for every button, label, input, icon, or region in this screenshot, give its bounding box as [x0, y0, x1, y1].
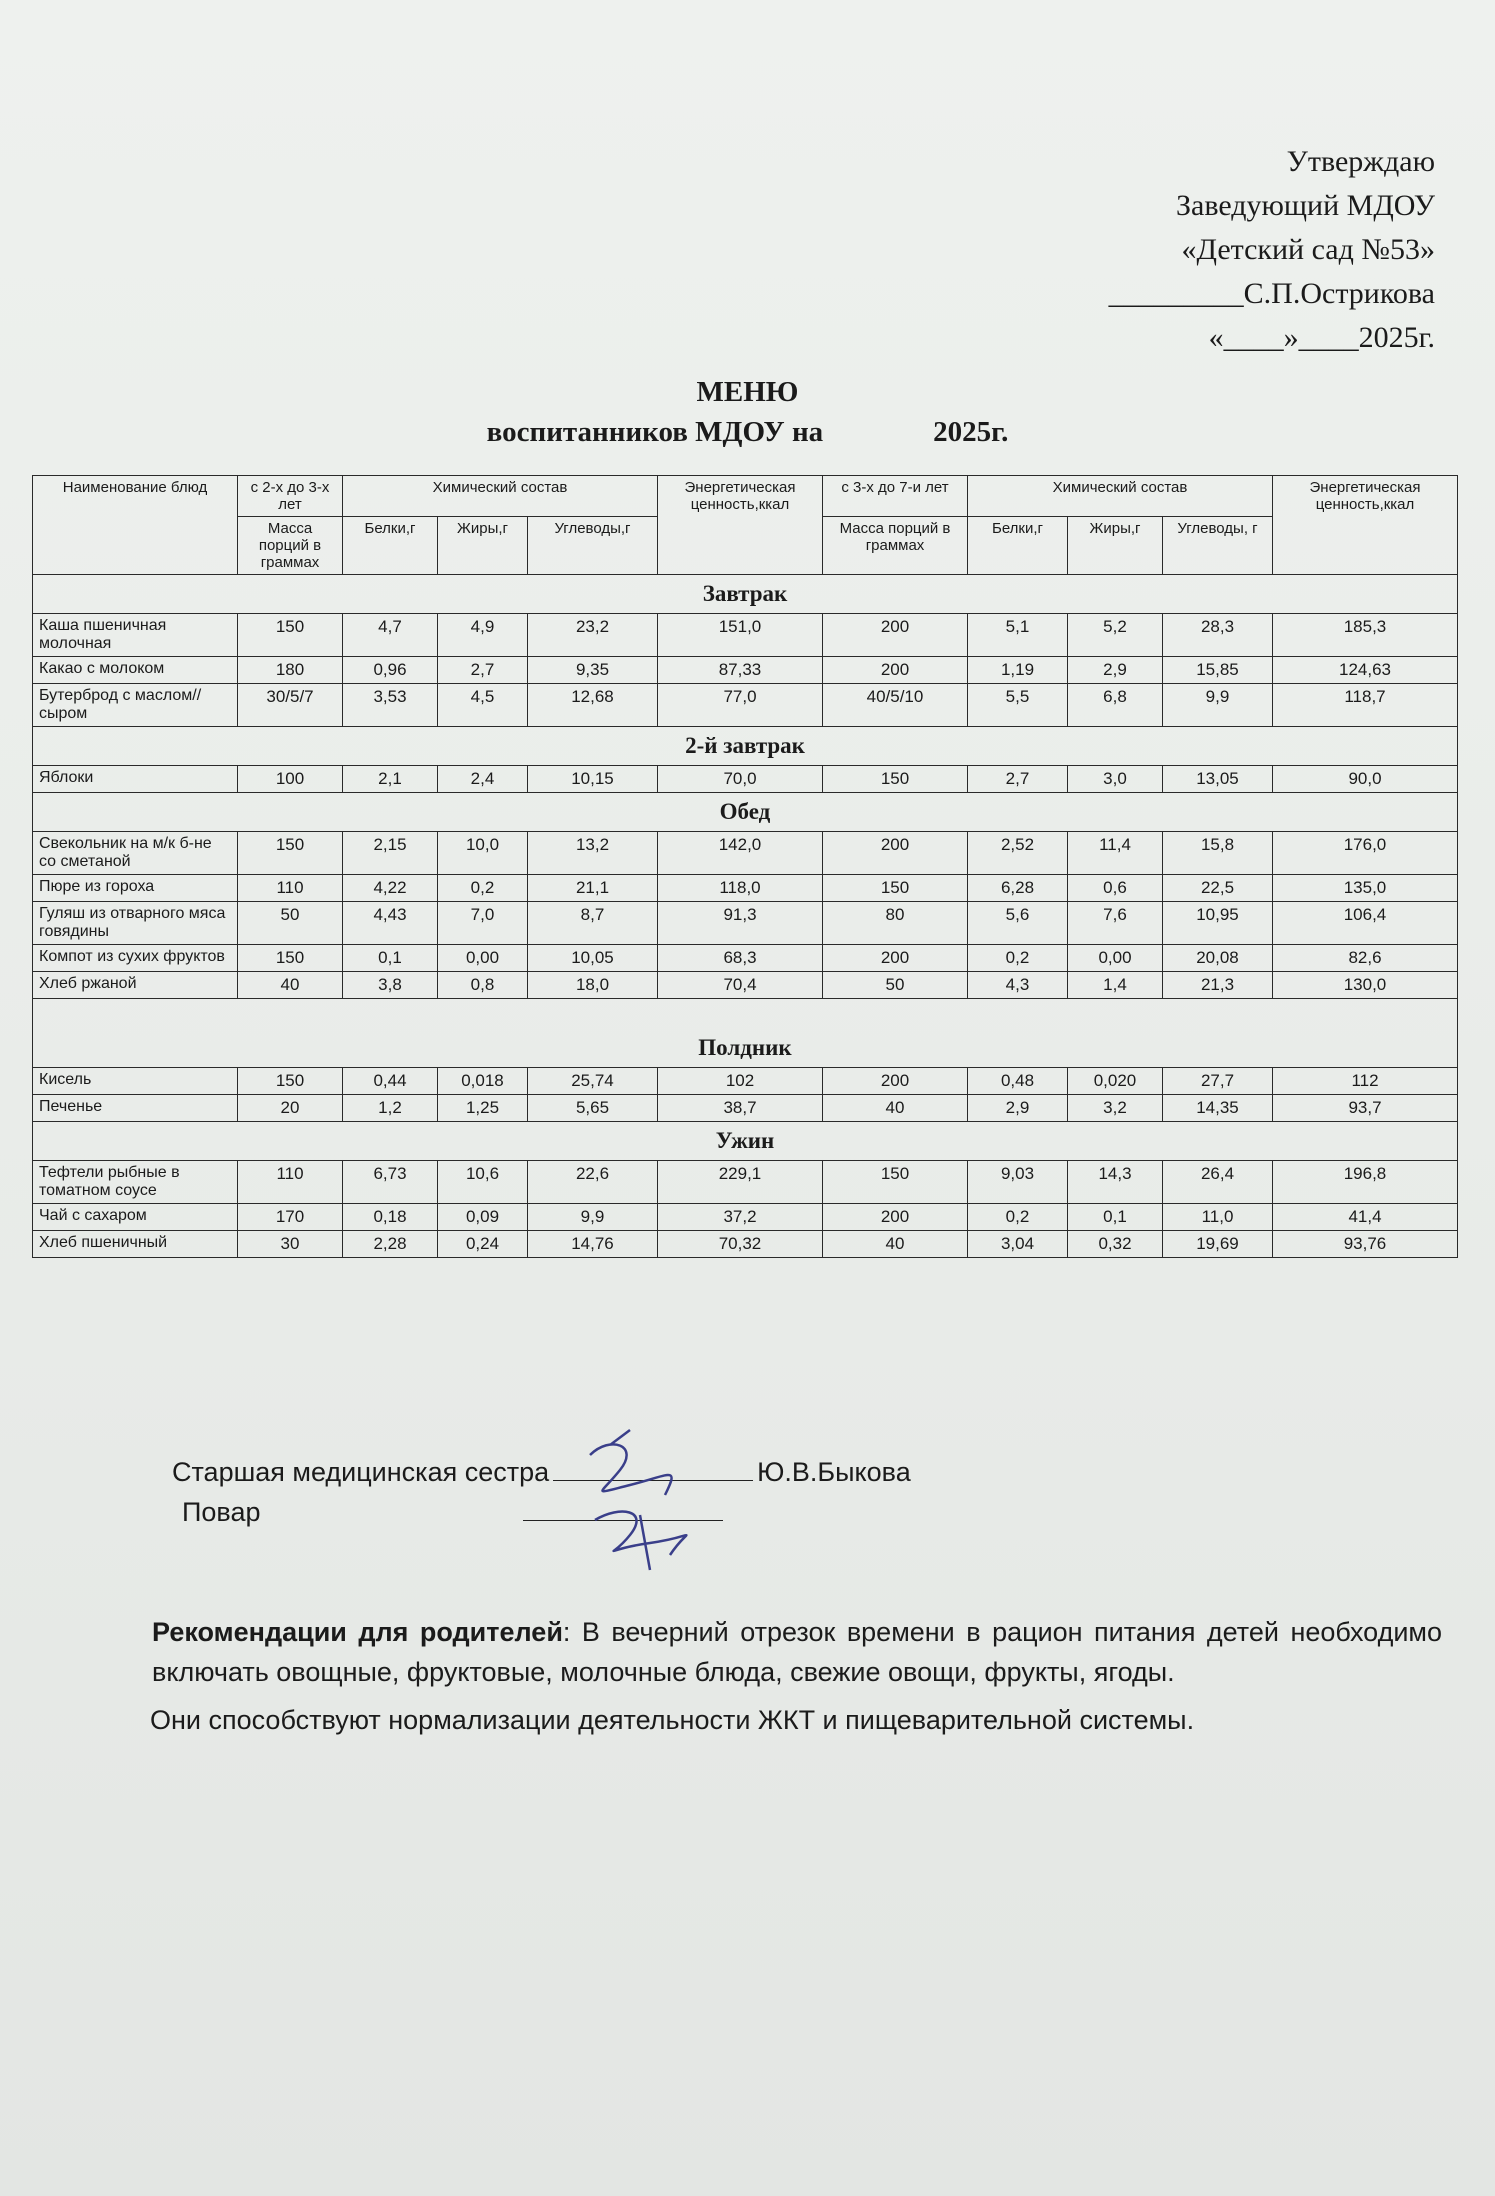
- table-row: [33, 1068, 1458, 1095]
- table-cell: 142,0: [658, 832, 823, 875]
- table-cell: 0,32: [1068, 1231, 1163, 1258]
- header-chem-1: Химический состав: [343, 476, 658, 517]
- table-cell: 5,1: [968, 614, 1068, 657]
- header-fat-2: Жиры,г: [1068, 517, 1163, 575]
- table-cell: 5,5: [968, 684, 1068, 727]
- dish-name: Пюре из гороха: [33, 875, 238, 902]
- cook-label: Повар: [182, 1497, 261, 1527]
- table-row: [33, 766, 1458, 793]
- table-cell: 9,9: [1163, 684, 1273, 727]
- table-cell: 22,5: [1163, 875, 1273, 902]
- table-cell: 40: [823, 1095, 968, 1122]
- dish-name: Яблоки: [33, 766, 238, 793]
- table-cell: 21,3: [1163, 972, 1273, 999]
- table-cell: 3,53: [343, 684, 438, 727]
- table-cell: 3,8: [343, 972, 438, 999]
- table-cell: 9,35: [528, 657, 658, 684]
- table-cell: 7,0: [438, 902, 528, 945]
- table-cell: 82,6: [1273, 945, 1458, 972]
- table-cell: 1,19: [968, 657, 1068, 684]
- table-cell: 4,3: [968, 972, 1068, 999]
- table-cell: 10,0: [438, 832, 528, 875]
- dish-name: Хлеб пшеничный: [33, 1231, 238, 1258]
- table-cell: 4,43: [343, 902, 438, 945]
- table-cell: 91,3: [658, 902, 823, 945]
- table-cell: 180: [238, 657, 343, 684]
- table-cell: 124,63: [1273, 657, 1458, 684]
- menu-body: [33, 575, 1458, 1258]
- dish-name: Хлеб ржаной: [33, 972, 238, 999]
- table-cell: 10,6: [438, 1161, 528, 1204]
- table-cell: 11,4: [1068, 832, 1163, 875]
- handwritten-signature: [570, 1425, 710, 1575]
- signatures-block: [172, 1452, 911, 1532]
- table-row: [33, 1161, 1458, 1204]
- dish-name: Тефтели рыбные в томатном соусе: [33, 1161, 238, 1204]
- table-cell: 20: [238, 1095, 343, 1122]
- table-cell: 150: [238, 832, 343, 875]
- table-cell: 0,96: [343, 657, 438, 684]
- header-mass-2: Масса порций в граммах: [823, 517, 968, 575]
- table-row: [33, 1231, 1458, 1258]
- table-cell: 20,08: [1163, 945, 1273, 972]
- section-row: [33, 999, 1458, 1068]
- table-cell: 37,2: [658, 1204, 823, 1231]
- table-cell: 80: [823, 902, 968, 945]
- table-row: [33, 972, 1458, 999]
- nurse-name: Ю.В.Быкова: [757, 1457, 911, 1487]
- table-cell: 8,7: [528, 902, 658, 945]
- table-cell: 40/5/10: [823, 684, 968, 727]
- table-cell: 106,4: [1273, 902, 1458, 945]
- table-cell: 2,1: [343, 766, 438, 793]
- table-cell: 102: [658, 1068, 823, 1095]
- table-cell: 150: [238, 614, 343, 657]
- header-energy-1: Энергетическая ценность,ккал: [658, 476, 823, 575]
- dish-name: Кисель: [33, 1068, 238, 1095]
- table-cell: 0,09: [438, 1204, 528, 1231]
- table-cell: 9,9: [528, 1204, 658, 1231]
- recommendation-paragraph-2: Они способствуют нормализации деятельности ЖКТ и пищеварительной системы.: [150, 1705, 1195, 1735]
- table-cell: 151,0: [658, 614, 823, 657]
- table-cell: 10,05: [528, 945, 658, 972]
- header-protein-2: Белки,г: [968, 517, 1068, 575]
- section-row: [33, 793, 1458, 832]
- table-cell: 41,4: [1273, 1204, 1458, 1231]
- menu-title: [0, 372, 1495, 452]
- table-cell: 150: [823, 1161, 968, 1204]
- table-cell: 229,1: [658, 1161, 823, 1204]
- table-row: [33, 684, 1458, 727]
- table-cell: 200: [823, 1204, 968, 1231]
- table-cell: 112: [1273, 1068, 1458, 1095]
- table-cell: 22,6: [528, 1161, 658, 1204]
- table-cell: 15,8: [1163, 832, 1273, 875]
- dish-name: Бутерброд с маслом//сыром: [33, 684, 238, 727]
- nurse-signature-row: [172, 1452, 911, 1492]
- table-cell: 3,04: [968, 1231, 1068, 1258]
- table-cell: 176,0: [1273, 832, 1458, 875]
- table-cell: 93,76: [1273, 1231, 1458, 1258]
- table-cell: 0,6: [1068, 875, 1163, 902]
- table-cell: 19,69: [1163, 1231, 1273, 1258]
- table-cell: 21,1: [528, 875, 658, 902]
- section-title: Завтрак: [33, 575, 1458, 614]
- table-row: [33, 614, 1458, 657]
- table-cell: 70,32: [658, 1231, 823, 1258]
- dish-name: Свекольник на м/к б-не со сметаной: [33, 832, 238, 875]
- header-age-2: с 3-х до 7-и лет: [823, 476, 968, 517]
- approval-line-3: «Детский сад №53»: [1181, 233, 1435, 266]
- table-cell: 30: [238, 1231, 343, 1258]
- menu-table: [32, 475, 1458, 1258]
- table-cell: 0,18: [343, 1204, 438, 1231]
- table-cell: 200: [823, 832, 968, 875]
- table-cell: 18,0: [528, 972, 658, 999]
- table-cell: 118,0: [658, 875, 823, 902]
- title-line-2b: 2025г.: [933, 416, 1009, 448]
- table-cell: 10,15: [528, 766, 658, 793]
- table-cell: 2,4: [438, 766, 528, 793]
- table-cell: 11,0: [1163, 1204, 1273, 1231]
- table-cell: 7,6: [1068, 902, 1163, 945]
- table-cell: 0,2: [968, 1204, 1068, 1231]
- section-title: Обед: [33, 793, 1458, 832]
- table-cell: 5,2: [1068, 614, 1163, 657]
- table-cell: 4,9: [438, 614, 528, 657]
- table-cell: 150: [823, 875, 968, 902]
- table-cell: 0,00: [1068, 945, 1163, 972]
- table-cell: 150: [238, 1068, 343, 1095]
- header-row-1: [33, 476, 1458, 517]
- dish-name: Компот из сухих фруктов: [33, 945, 238, 972]
- recommendation-heading: Рекомендации для родителей: [152, 1617, 563, 1647]
- title-line-2: [0, 412, 1495, 452]
- table-row: [33, 945, 1458, 972]
- section-title: Полдник: [33, 999, 1458, 1068]
- table-cell: 25,74: [528, 1068, 658, 1095]
- table-cell: 70,4: [658, 972, 823, 999]
- cook-signature-row: [172, 1492, 911, 1532]
- table-cell: 110: [238, 1161, 343, 1204]
- table-cell: 1,25: [438, 1095, 528, 1122]
- nurse-label: Старшая медицинская сестра: [172, 1457, 550, 1487]
- table-cell: 87,33: [658, 657, 823, 684]
- dish-name: Печенье: [33, 1095, 238, 1122]
- table-cell: 3,0: [1068, 766, 1163, 793]
- table-cell: 10,95: [1163, 902, 1273, 945]
- table-cell: 0,2: [968, 945, 1068, 972]
- table-cell: 6,8: [1068, 684, 1163, 727]
- table-cell: 13,05: [1163, 766, 1273, 793]
- table-cell: 77,0: [658, 684, 823, 727]
- table-cell: 28,3: [1163, 614, 1273, 657]
- table-cell: 2,28: [343, 1231, 438, 1258]
- table-cell: 14,35: [1163, 1095, 1273, 1122]
- table-cell: 93,7: [1273, 1095, 1458, 1122]
- table-cell: 15,85: [1163, 657, 1273, 684]
- table-cell: 2,9: [1068, 657, 1163, 684]
- table-cell: 150: [823, 766, 968, 793]
- dish-name: Чай с сахаром: [33, 1204, 238, 1231]
- table-cell: 9,03: [968, 1161, 1068, 1204]
- table-cell: 4,7: [343, 614, 438, 657]
- table-cell: 200: [823, 614, 968, 657]
- table-cell: 70,0: [658, 766, 823, 793]
- table-cell: 38,7: [658, 1095, 823, 1122]
- header-chem-2: Химический состав: [968, 476, 1273, 517]
- section-title: Ужин: [33, 1122, 1458, 1161]
- dish-name: Каша пшеничная молочная: [33, 614, 238, 657]
- table-cell: 130,0: [1273, 972, 1458, 999]
- table-cell: 110: [238, 875, 343, 902]
- table-cell: 6,73: [343, 1161, 438, 1204]
- table-cell: 196,8: [1273, 1161, 1458, 1204]
- table-row: [33, 875, 1458, 902]
- table-cell: 0,2: [438, 875, 528, 902]
- table-cell: 68,3: [658, 945, 823, 972]
- table-cell: 4,22: [343, 875, 438, 902]
- table-cell: 5,65: [528, 1095, 658, 1122]
- table-cell: 90,0: [1273, 766, 1458, 793]
- header-carb-2: Углеводы, г: [1163, 517, 1273, 575]
- table-cell: 3,2: [1068, 1095, 1163, 1122]
- table-cell: 13,2: [528, 832, 658, 875]
- table-cell: 135,0: [1273, 875, 1458, 902]
- header-energy-2: Энергетическая ценность,ккал: [1273, 476, 1458, 575]
- table-cell: 2,9: [968, 1095, 1068, 1122]
- table-cell: 170: [238, 1204, 343, 1231]
- table-cell: 14,3: [1068, 1161, 1163, 1204]
- table-cell: 185,3: [1273, 614, 1458, 657]
- header-carb-1: Углеводы,г: [528, 517, 658, 575]
- header-mass-1: Масса порций в граммах: [238, 517, 343, 575]
- table-cell: 118,7: [1273, 684, 1458, 727]
- recommendation-block: [152, 1612, 1442, 1740]
- table-cell: 0,48: [968, 1068, 1068, 1095]
- table-cell: 0,44: [343, 1068, 438, 1095]
- table-row: [33, 1204, 1458, 1231]
- table-cell: 2,15: [343, 832, 438, 875]
- approval-line-2: Заведующий МДОУ: [1176, 189, 1435, 222]
- approval-block: [1015, 140, 1435, 360]
- table-row: [33, 1095, 1458, 1122]
- table-row: [33, 832, 1458, 875]
- section-row: [33, 727, 1458, 766]
- table-cell: 200: [823, 945, 968, 972]
- header-protein-1: Белки,г: [343, 517, 438, 575]
- table-cell: 23,2: [528, 614, 658, 657]
- table-cell: 0,1: [1068, 1204, 1163, 1231]
- table-cell: 150: [238, 945, 343, 972]
- approval-line-5: «____»____2025г.: [1208, 321, 1435, 354]
- table-cell: 50: [823, 972, 968, 999]
- section-title: 2-й завтрак: [33, 727, 1458, 766]
- table-cell: 0,018: [438, 1068, 528, 1095]
- recommendation-text: : В вечерний отрезок времени в рацион питания детей необходимо включать овощные, фруктовые, молочные блюда, свежие овощи, фрукты, ягоды.: [152, 1617, 1442, 1687]
- dish-name: Какао с молоком: [33, 657, 238, 684]
- table-cell: 100: [238, 766, 343, 793]
- approval-line-1: Утверждаю: [1286, 145, 1435, 178]
- table-cell: 40: [823, 1231, 968, 1258]
- table-row: [33, 657, 1458, 684]
- table-cell: 40: [238, 972, 343, 999]
- section-row: [33, 575, 1458, 614]
- header-dish: Наименование блюд: [33, 476, 238, 575]
- dish-name: Гуляш из отварного мяса говядины: [33, 902, 238, 945]
- table-cell: 2,7: [968, 766, 1068, 793]
- section-row: [33, 1122, 1458, 1161]
- table-cell: 0,24: [438, 1231, 528, 1258]
- table-cell: 0,8: [438, 972, 528, 999]
- table-cell: 14,76: [528, 1231, 658, 1258]
- table-cell: 50: [238, 902, 343, 945]
- table-cell: 200: [823, 657, 968, 684]
- approval-line-4: _________С.П.Острикова: [1108, 277, 1435, 310]
- table-cell: 0,1: [343, 945, 438, 972]
- table-cell: 0,020: [1068, 1068, 1163, 1095]
- table-cell: 200: [823, 1068, 968, 1095]
- table-cell: 6,28: [968, 875, 1068, 902]
- title-line-2a: воспитанников МДОУ на: [486, 416, 824, 448]
- table-row: [33, 902, 1458, 945]
- table-cell: 2,52: [968, 832, 1068, 875]
- header-age-1: с 2-х до 3-х лет: [238, 476, 343, 517]
- table-cell: 1,4: [1068, 972, 1163, 999]
- header-fat-1: Жиры,г: [438, 517, 528, 575]
- table-cell: 27,7: [1163, 1068, 1273, 1095]
- table-cell: 4,5: [438, 684, 528, 727]
- recommendation-paragraph: [152, 1612, 1442, 1692]
- table-cell: 12,68: [528, 684, 658, 727]
- table-cell: 26,4: [1163, 1161, 1273, 1204]
- table-cell: 5,6: [968, 902, 1068, 945]
- table-cell: 2,7: [438, 657, 528, 684]
- table-cell: 30/5/7: [238, 684, 343, 727]
- table-cell: 1,2: [343, 1095, 438, 1122]
- title-line-1: МЕНЮ: [696, 376, 799, 408]
- table-cell: 0,00: [438, 945, 528, 972]
